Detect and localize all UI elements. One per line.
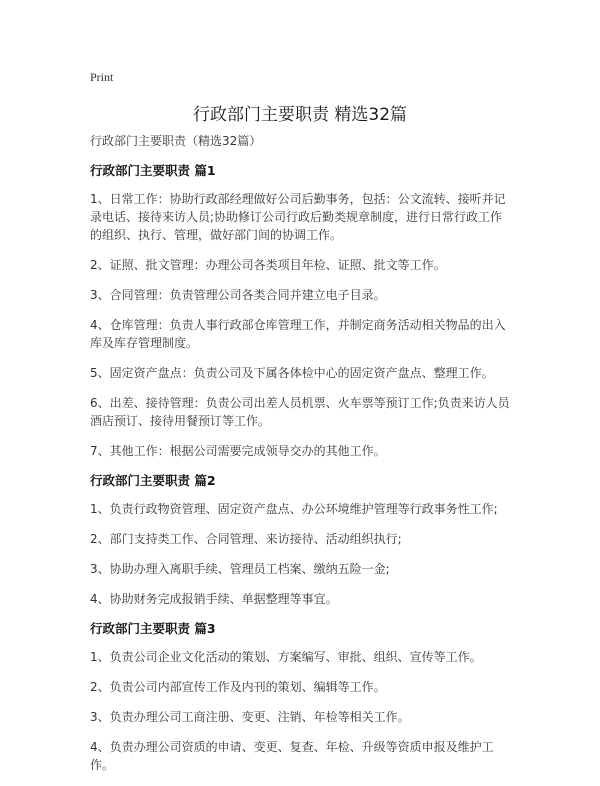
list-item: 4、负责办理公司资质的申请、变更、复查、年检、升级等资质申报及维护工作。	[90, 740, 494, 772]
list-item: 4、仓库管理：负责人事行政部仓库管理工作，并制定商务活动相关物品的出入库及库存管理制度。	[90, 318, 506, 350]
list-item: 2、证照、批文管理：办理公司各类项目年检、证照、批文等工作。	[90, 258, 446, 272]
list-item: 3、合同管理：负责管理公司各类合同并建立电子目录。	[90, 288, 386, 302]
list-item: 1、日常工作：协助行政部经理做好公司后勤事务，包括：公文流转、接听并记录电话、接待来访人员;协助修订公司行政后勤类规章制度，进行日常行政工作的组织、执行、管理，做好部门间的协调工作。	[90, 192, 506, 242]
list-item: 6、出差、接待管理：负责公司出差人员机票、火车票等预订工作;负责来访人员酒店预订、接待用餐预订等工作。	[90, 396, 510, 428]
list-item: 2、负责公司内部宣传工作及内刊的策划、编辑等工作。	[90, 680, 386, 694]
section-1	[90, 162, 510, 460]
list-item: 7、其他工作：根据公司需要完成领导交办的其他工作。	[90, 444, 386, 458]
list-item: 4、协助财务完成报销手续、单据整理等事宜。	[90, 592, 338, 606]
section-heading: 行政部门主要职责 篇1	[90, 163, 216, 178]
list-item: 3、负责办理公司工商注册、变更、注销、年检等相关工作。	[90, 710, 410, 724]
list-item: 3、协助办理入离职手续、管理员工档案、缴纳五险一金;	[90, 562, 390, 576]
list-item: 5、固定资产盘点：负责公司及下属各体检中心的固定资产盘点、整理工作。	[90, 366, 494, 380]
section-3	[90, 620, 510, 774]
section-2	[90, 472, 510, 608]
section-heading: 行政部门主要职责 篇3	[90, 621, 216, 636]
document-subtitle: 行政部门主要职责（精选32篇）	[90, 134, 262, 148]
list-item: 1、负责行政物资管理、固定资产盘点、办公环境维护管理等行政事务性工作;	[90, 502, 498, 516]
document-body	[90, 132, 510, 786]
print-label[interactable]: Print	[90, 70, 114, 84]
list-item: 2、部门支持类工作、合同管理、来访接待、活动组织执行;	[90, 532, 402, 546]
list-item: 1、负责公司企业文化活动的策划、方案编写、审批、组织、宣传等工作。	[90, 650, 482, 664]
section-heading: 行政部门主要职责 篇2	[90, 473, 216, 488]
page-title: 行政部门主要职责 精选32篇	[192, 105, 408, 125]
